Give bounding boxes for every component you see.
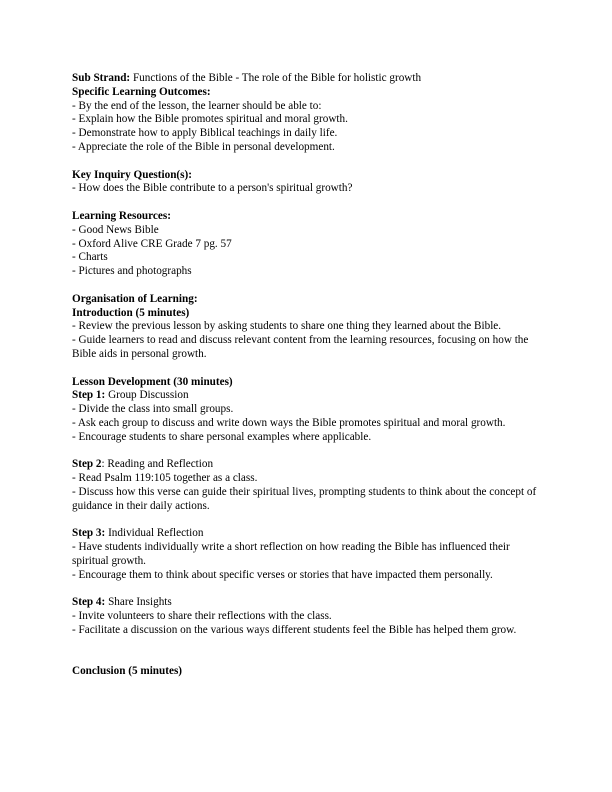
introduction-item: - Review the previous lesson by asking students to share one thing they learned about the Bible. (72, 320, 502, 333)
step-2-item: - Read Psalm 119:105 together as a class. (72, 472, 258, 485)
step-4-item: - Facilitate a discussion on the various ways different students feel the Bible has helped them grow. (72, 623, 517, 636)
lesson-plan-page (72, 72, 542, 679)
inquiry-item: - How does the Bible contribute to a person's spiritual growth? (72, 182, 353, 195)
step-1-item: - Ask each group to discuss and write down ways the Bible promotes spiritual and moral growth. (72, 416, 506, 429)
resource-item: - Pictures and photographs (72, 265, 192, 278)
inquiry-heading: Key Inquiry Question(s): (72, 168, 192, 181)
introduction-heading: Introduction (5 minutes) (72, 306, 190, 319)
step-3-item: - Have students individually write a short reflection on how reading the Bible has influenced their spiritual growth. (72, 541, 510, 567)
development-heading: Lesson Development (30 minutes) (72, 375, 233, 388)
spacer (72, 582, 542, 596)
outcome-item: - Demonstrate how to apply Biblical teachings in daily life. (72, 127, 338, 140)
spacer (72, 445, 542, 459)
step-1-item: - Divide the class into small groups. (72, 403, 234, 416)
spacer (72, 155, 542, 169)
outcomes-heading: Specific Learning Outcomes: (72, 85, 211, 98)
sub-strand-line (72, 72, 542, 86)
outcome-item: - Appreciate the role of the Bible in personal development. (72, 140, 335, 153)
step-4-title: Step 4: Share Insights (72, 596, 172, 609)
resource-item: - Oxford Alive CRE Grade 7 pg. 57 (72, 237, 232, 250)
organisation-heading: Organisation of Learning: (72, 292, 198, 305)
conclusion-heading: Conclusion (5 minutes) (72, 665, 183, 678)
outcome-item: - Explain how the Bible promotes spiritual and moral growth. (72, 113, 348, 126)
outcome-item: - By the end of the lesson, the learner should be able to: (72, 99, 322, 112)
step-3-title: Step 3: Individual Reflection (72, 527, 204, 540)
step-2-title: Step 2: Reading and Reflection (72, 458, 214, 471)
introduction-item: - Guide learners to read and discuss relevant content from the learning resources, focusing on how the Bible aids in personal growth. (72, 334, 529, 360)
resource-item: - Good News Bible (72, 223, 159, 236)
resource-item: - Charts (72, 251, 108, 264)
spacer (72, 362, 542, 376)
spacer (72, 514, 542, 528)
spacer (72, 279, 542, 293)
spacer (72, 638, 542, 666)
sub-strand-label: Sub Strand: (72, 72, 131, 84)
step-3-item: - Encourage them to think about specific verses or stories that have impacted them personally. (72, 568, 493, 581)
resources-heading: Learning Resources: (72, 209, 171, 222)
step-2-item: - Discuss how this verse can guide their spiritual lives, prompting students to think about the concept of guidance in their daily actions. (72, 485, 537, 512)
step-1-title: Step 1: Group Discussion (72, 389, 189, 402)
step-1-item: - Encourage students to share personal examples where applicable. (72, 430, 372, 443)
step-4-item: - Invite volunteers to share their reflections with the class. (72, 610, 332, 623)
sub-strand-text: Functions of the Bible - The role of the Bible for holistic growth (130, 72, 422, 84)
spacer (72, 196, 542, 210)
